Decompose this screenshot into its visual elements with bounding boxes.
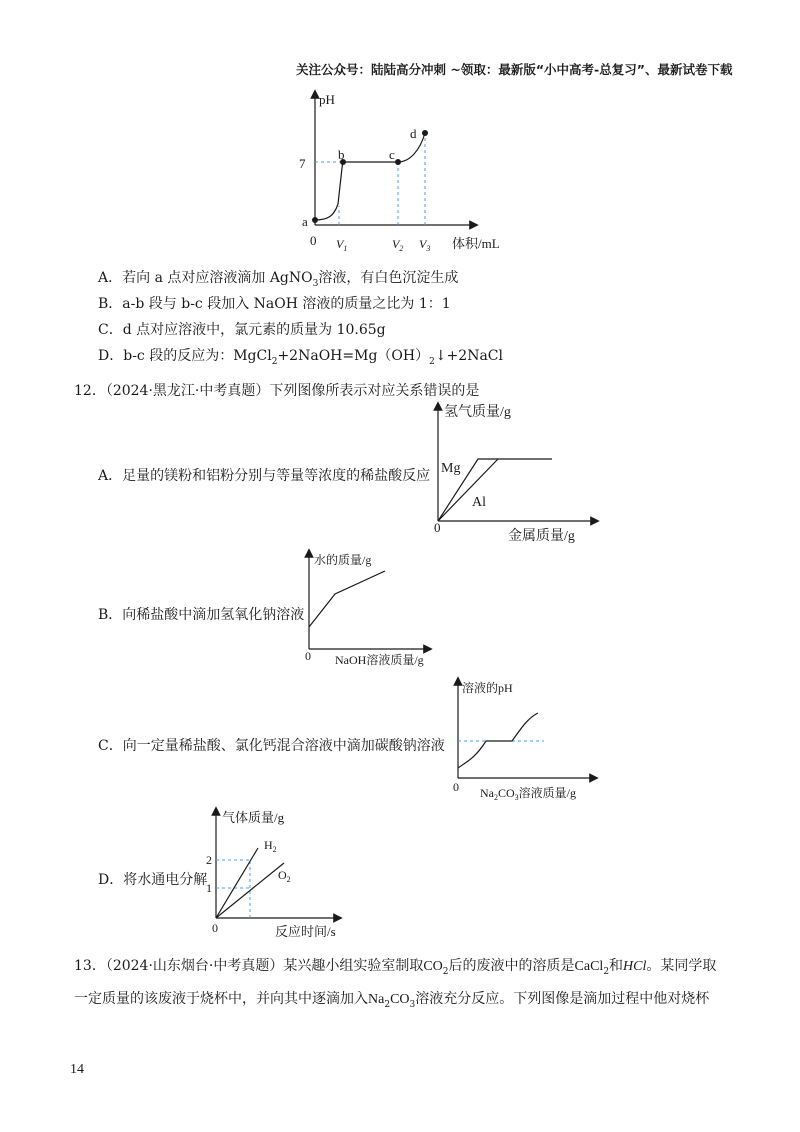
q12b-water-line xyxy=(309,571,385,627)
q12d-origin: 0 xyxy=(212,921,218,935)
q12a-x-label: 金属质量/g xyxy=(508,529,575,544)
q11-y-label: pH xyxy=(319,92,335,107)
q11-tick-v2: $V_2$ xyxy=(392,237,404,253)
q11-tick-v1: $V_1$ xyxy=(336,237,348,253)
q12b-origin: 0 xyxy=(305,649,311,663)
q12a-origin: 0 xyxy=(434,520,441,535)
q12c-chart xyxy=(446,673,601,803)
q12d-o2-label: $O_2$ xyxy=(278,868,291,884)
q11-label-b: b xyxy=(338,147,345,162)
q12-option-d: D．将水通电分解 xyxy=(98,872,208,888)
q12d-h2-label: $H_2$ xyxy=(264,838,277,854)
q11-point-c xyxy=(395,159,401,165)
q12d-tick-2: 2 xyxy=(206,853,212,867)
q12d-y-label: 气体质量/g xyxy=(222,810,285,825)
q11-ph-chart xyxy=(294,88,500,263)
q11-option-c: C．d 点对应溶液中，氯元素的质量为 10.65g xyxy=(98,322,386,338)
q12a-y-label: 氢气质量/g xyxy=(444,405,511,420)
q11-tick-v3: $V_3$ xyxy=(419,237,431,253)
q12b-y-label: 水的质量/g xyxy=(314,553,372,567)
q12c-origin: 0 xyxy=(453,780,459,794)
q12d-x-label: 反应时间/s xyxy=(275,924,336,939)
q11-option-a: A．若向 a 点对应溶液滴加 AgNO$_3$溶液，有白色沉淀生成 xyxy=(98,270,459,289)
q12d-chart xyxy=(198,805,348,945)
q12d-h2-line xyxy=(216,848,258,918)
q12a-chart xyxy=(420,400,600,545)
page-header: 关注公众号：陆陆高分冲刺 ~领取：最新版“小中高考-总复习”、最新试卷下载 xyxy=(296,62,733,77)
q11-label-d: d xyxy=(410,126,417,141)
page-number: 14 xyxy=(70,1062,84,1077)
q11-point-d xyxy=(422,130,428,136)
q11-tick-7: 7 xyxy=(299,156,306,171)
q12a-al-label: Al xyxy=(472,495,486,510)
q11-label-a: a xyxy=(302,214,308,229)
q13-line-2: 一定质量的该废液于烧杯中，并向其中逐滴加入$Na_2CO_3$溶液充分反应。下列图像是滴加过程中他对烧杯 xyxy=(74,991,710,1010)
q11-option-b: B．a-b 段与 b-c 段加入 NaOH 溶液的质量之比为 1：1 xyxy=(98,296,451,312)
q11-curve xyxy=(315,133,425,220)
q13-line-1: 13．（2024·山东烟台·中考真题）某兴趣小组实验室制取$CO_2$后的废液中的溶质是CaCl$_2$和HCl。某同学取 xyxy=(74,958,717,977)
q12-option-a: A．足量的镁粉和铝粉分别与等量等浓度的稀盐酸反应 xyxy=(98,468,431,484)
q12-stem: 12．（2024·黑龙江·中考真题）下列图像所表示对应关系错误的是 xyxy=(74,383,480,399)
q12c-x-label: $Na_2CO_3$溶液质量/g xyxy=(480,786,577,802)
q11-label-c: c xyxy=(389,147,395,162)
q12-option-c: C．向一定量稀盐酸、氯化钙混合溶液中滴加碳酸钠溶液 xyxy=(98,738,445,754)
q12c-y-label: 溶液的pH xyxy=(462,681,513,695)
q12b-x-label: NaOH溶液质量/g xyxy=(335,653,424,667)
q11-option-d: D．b-c 段的反应为：$MgCl_2+2NaOH=Mg(OH)_2↓+2NaCl$ xyxy=(98,348,503,367)
q12b-chart xyxy=(295,547,435,672)
q11-x-label: 体积/mL xyxy=(452,236,500,251)
q11-origin: 0 xyxy=(310,233,317,248)
q12a-mg-label: Mg xyxy=(441,461,461,476)
q11-point-a xyxy=(312,217,318,223)
q12-option-b: B．向稀盐酸中滴加氢氧化钠溶液 xyxy=(98,607,305,623)
q12d-tick-1: 1 xyxy=(206,881,212,895)
